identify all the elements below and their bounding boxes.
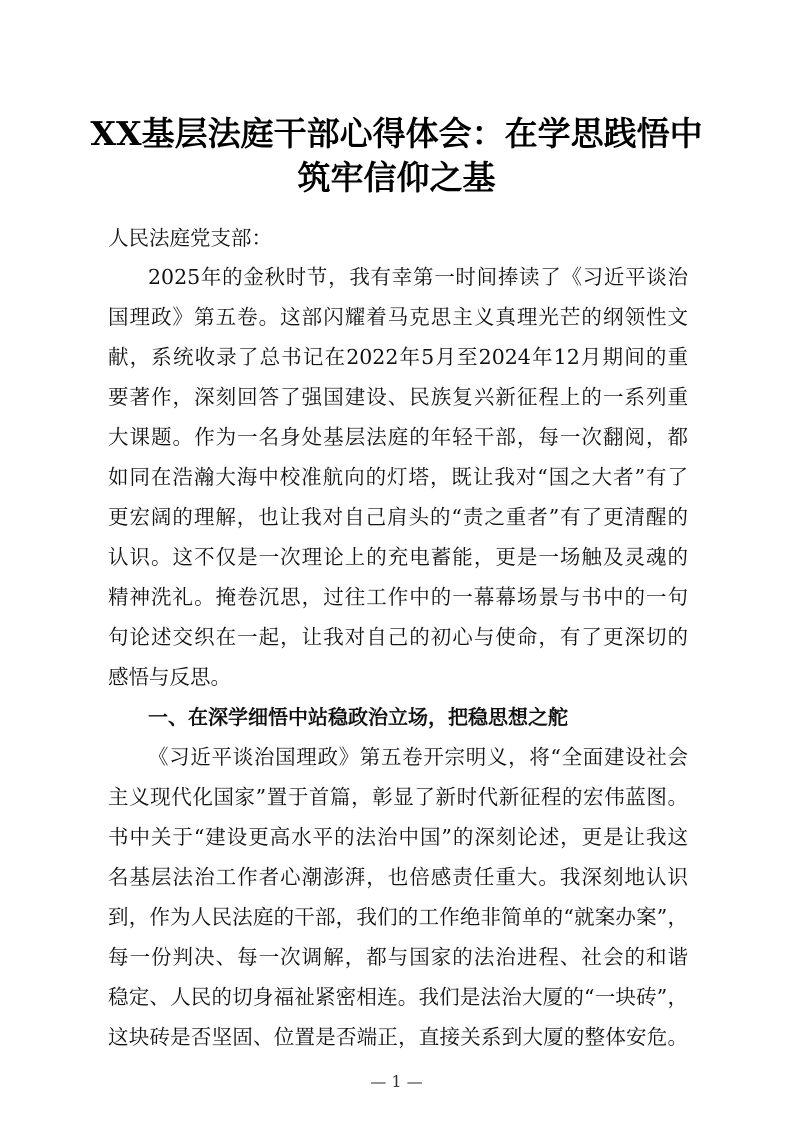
salutation: 人民法庭党支部： <box>108 226 272 250</box>
paragraph-line: 更宏阔的理解，也让我对自己肩头的“责之重者”有了更清醒的 <box>108 505 688 529</box>
paragraph-line: 献，系统收录了总书记在2022年5月至2024年12月期间的重 <box>108 345 688 369</box>
paragraph-line: 每一份判决、每一次调解，都与国家的法治进程、社会的和谐 <box>108 945 688 969</box>
paragraph-line: 名基层法治工作者心潮澎湃，也倍感责任重大。我深刻地认识 <box>108 865 688 889</box>
paragraph-line: 精神洗礼。掩卷沉思，过往工作中的一幕幕场景与书中的一句 <box>108 585 688 609</box>
paragraph-line: 《习近平谈治国理政》第五卷开宗明义，将“全面建设社会 <box>148 745 688 769</box>
document-title-line-2: 筑牢信仰之基 <box>297 158 496 197</box>
paragraph-line: 书中关于“建设更高水平的法治中国”的深刻论述，更是让我这 <box>108 825 688 849</box>
paragraph-line: 大课题。作为一名身处基层法庭的年轻干部，每一次翻阅，都 <box>108 425 688 449</box>
paragraph-line: 2025年的金秋时节，我有幸第一时间捧读了《习近平谈治 <box>148 265 688 289</box>
paragraph-line: 如同在浩瀚大海中校准航向的灯塔，既让我对“国之大者”有了 <box>108 465 688 489</box>
paragraph-line: 感悟与反思。 <box>108 665 231 689</box>
paragraph-line: 要著作，深刻回答了强国建设、民族复兴新征程上的一系列重 <box>108 385 688 409</box>
section-heading-1: 一、在深学细悟中站稳政治立场，把稳思想之舵 <box>148 705 568 729</box>
paragraph-line: 到，作为人民法庭的干部，我们的工作绝非简单的“就案办案”， <box>108 905 688 929</box>
paragraph-line: 这块砖是否坚固、位置是否端正，直接关系到大厦的整体安危。 <box>108 1025 688 1049</box>
paragraph-line: 稳定、人民的切身福祉紧密相连。我们是法治大厦的“一块砖”， <box>108 985 688 1009</box>
paragraph-line: 句论述交织在一起，让我对自己的初心与使命，有了更深切的 <box>108 625 688 649</box>
paragraph-line: 认识。这不仅是一次理论上的充电蓄能，更是一场触及灵魂的 <box>108 545 688 569</box>
paragraph-line: 主义现代化国家”置于首篇，彰显了新时代新征程的宏伟蓝图。 <box>108 785 688 809</box>
paragraph-line: 国理政》第五卷。这部闪耀着马克思主义真理光芒的纲领性文 <box>108 305 688 329</box>
document-title-line-1: XX基层法庭干部心得体会：在学思践悟中 <box>90 114 703 153</box>
page-number: — 1 — <box>370 1072 423 1091</box>
